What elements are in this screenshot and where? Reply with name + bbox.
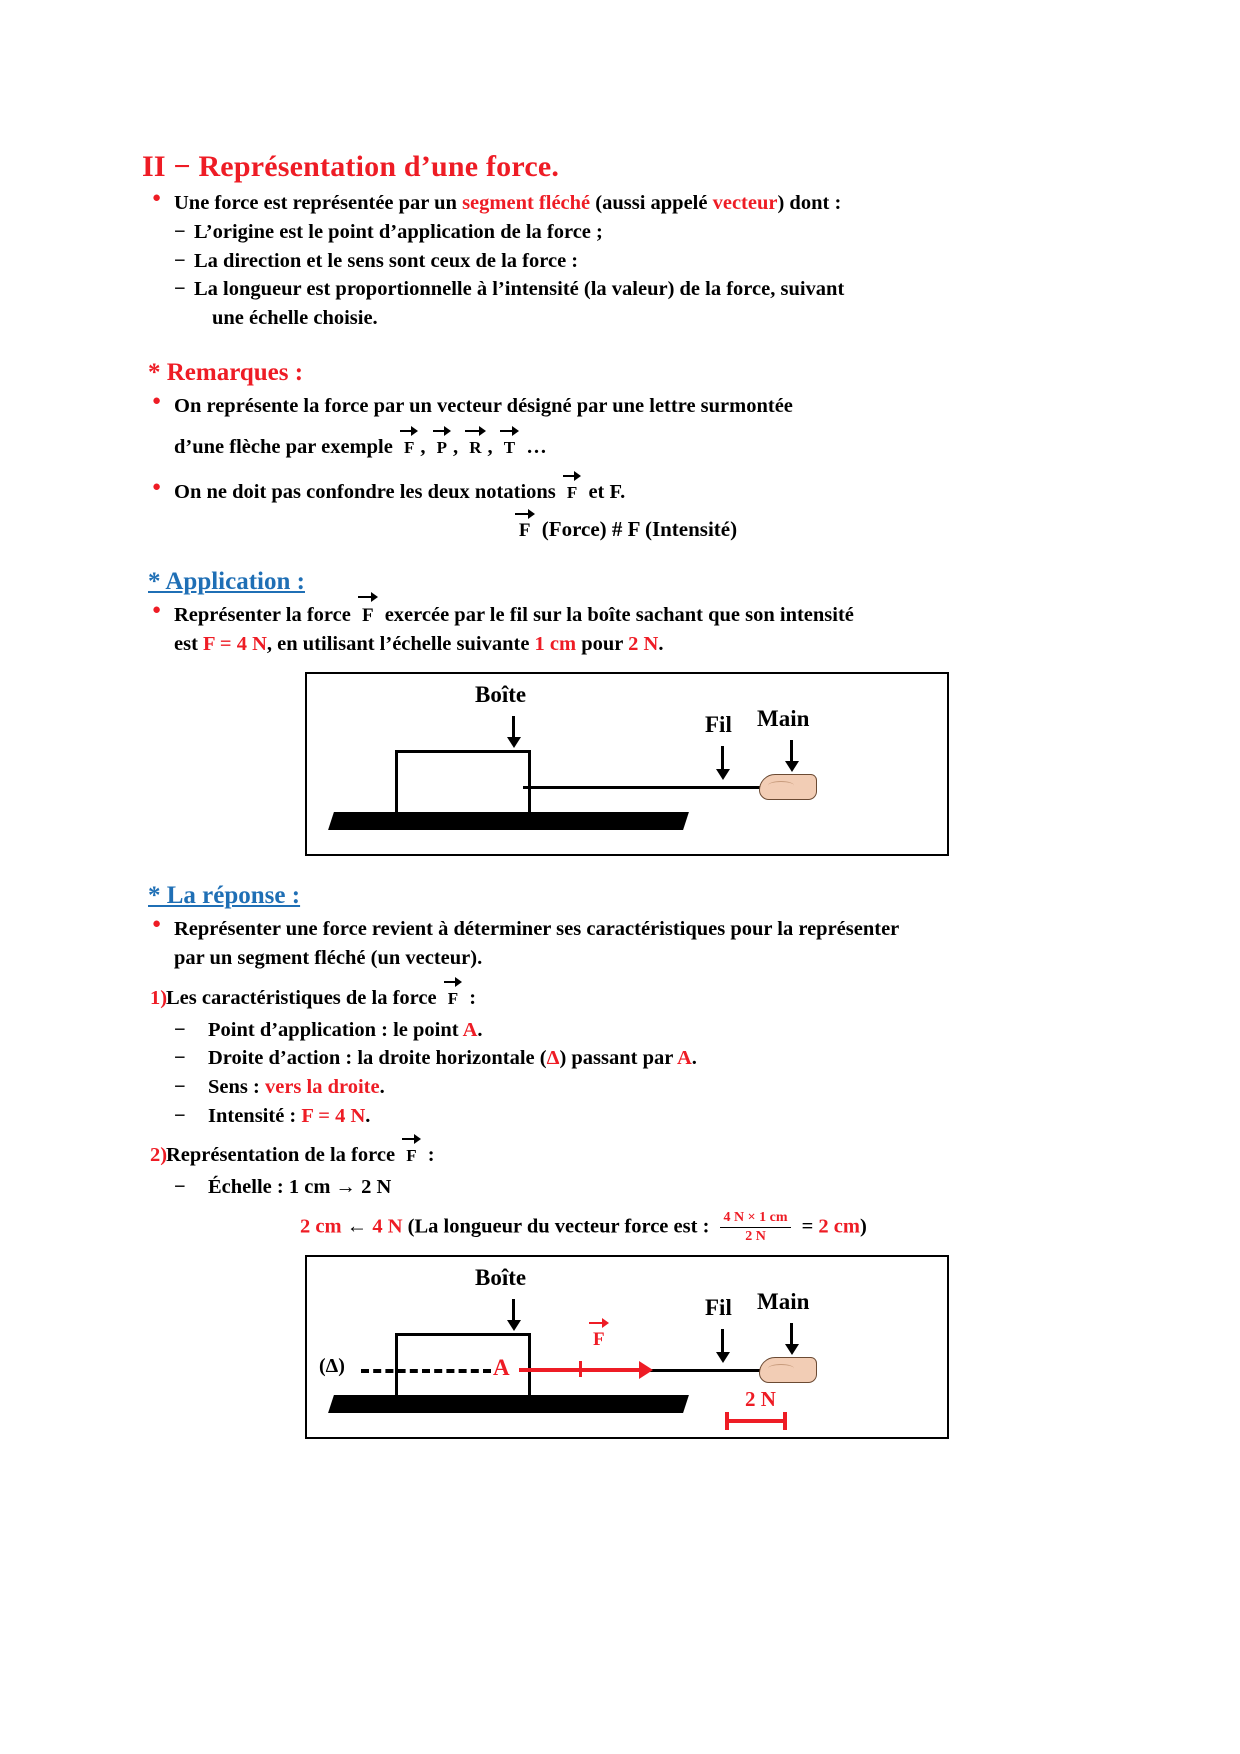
remarks-equation — [130, 517, 1120, 542]
figure2-box-shape — [395, 1333, 531, 1398]
vector-arrow-icon — [500, 425, 519, 435]
figure1-label-wire: Fil — [705, 712, 732, 738]
answer-dash-sense-value: vers la droite — [264, 1075, 380, 1098]
figure2-vector-tick — [579, 1361, 582, 1377]
application-force-value: F = 4 N — [203, 632, 267, 655]
figure2-action-line — [361, 1369, 491, 1373]
scale-equals: = — [801, 1214, 814, 1237]
answer-dash-point-tail: . — [477, 1018, 483, 1041]
intro-text-c: (aussi appelé — [590, 192, 713, 214]
scale-force: 4 N — [372, 1214, 403, 1237]
vector-f-1 — [400, 437, 418, 460]
vector-letter: F — [361, 604, 374, 626]
application-scale-cm: 1 cm — [534, 632, 577, 655]
vector-letter: F — [518, 519, 531, 541]
remarks-bullet-1-continued: d’une flèche par exemple F , P , R , T … — [130, 434, 1120, 462]
vector-arrow-icon — [444, 976, 462, 986]
figure2-label-delta: (Δ) — [319, 1354, 345, 1377]
application-title: * Application : — [148, 567, 305, 595]
application-line1-b: exercée par le fil sur la boîte sachant que son intensité — [384, 603, 854, 626]
scale-bar-left-end — [725, 1412, 729, 1430]
answer-item-1 — [130, 985, 1120, 1013]
scale-explain: (La longueur du vecteur force est : — [407, 1214, 710, 1237]
scale-close: ) — [859, 1214, 867, 1237]
answer-dash-line — [130, 1045, 1120, 1073]
figure1-label-hand: Main — [757, 706, 810, 732]
answer-dash-line-point: A — [676, 1047, 692, 1070]
application-line1-a: Représenter la force — [174, 603, 351, 626]
answer-dash-sense — [130, 1074, 1120, 1102]
answer-dash-point-label: Point d’application : le point — [208, 1018, 463, 1041]
vector-f-6 — [402, 1145, 420, 1168]
remarks-bullet-2-prefix: On ne doit pas confondre les deux notations — [174, 481, 556, 504]
vector-arrow-icon — [589, 1317, 609, 1327]
vector-arrow-icon — [402, 1133, 420, 1143]
intro-text-e: ) dont : — [777, 192, 842, 214]
answer-bullet — [130, 916, 1120, 943]
application-line2-a: est — [174, 632, 204, 655]
answer-item-1-text: Les caractéristiques de la force — [166, 986, 437, 1009]
vector-letter: F — [406, 1146, 417, 1166]
answer-dash-intensity-tail: . — [365, 1104, 371, 1127]
answer-bullet-line2: par un segment fléché (un vecteur). — [174, 947, 483, 970]
application-line2-c: pour — [576, 632, 629, 655]
answer-dash-intensity-value: F = 4 N — [301, 1104, 366, 1127]
intro-text-highlight-2: vecteur — [712, 192, 778, 214]
answer-item-1-colon: : — [469, 986, 477, 1009]
figure2-label-hand: Main — [757, 1288, 810, 1314]
vector-t — [500, 437, 519, 460]
figure2-label-box: Boîte — [475, 1264, 527, 1290]
figure2-hand-shape — [759, 1357, 817, 1383]
figure2-arrow-wire-icon — [721, 1329, 724, 1353]
vector-r — [465, 437, 485, 460]
vector-p — [433, 437, 451, 460]
fraction-numerator: 4 N × 1 cm — [720, 1210, 792, 1228]
remarks-bullet-2 — [130, 479, 1120, 506]
dash-item-1: − L’origine est le point d’application de la force ; — [130, 219, 1120, 247]
answer-bullet-line1: Représenter une force revient à déterminer ses caractéristiques pour la représenter — [174, 918, 900, 941]
vector-arrow-icon — [465, 425, 485, 435]
answer-dash-sense-tail: . — [379, 1075, 385, 1098]
scale-arrow: ← — [346, 1214, 368, 1237]
answer-item-2 — [130, 1142, 1120, 1170]
answer-dash-point — [130, 1017, 1120, 1045]
vector-letter: F — [403, 437, 415, 457]
remarks-bullet-1 — [130, 393, 1120, 420]
answer-dash-intensity-label: Intensité : — [208, 1104, 302, 1127]
figure2-arrow-box-icon — [512, 1299, 515, 1321]
application-line2 — [130, 631, 1120, 659]
figure2-label-scale: 2 N — [745, 1386, 776, 1411]
answer-dash-line-mid: ) passant par — [559, 1047, 677, 1070]
vector-f-4 — [358, 603, 378, 628]
vector-f-3 — [515, 520, 535, 542]
application-bullet — [130, 602, 1120, 629]
scale-fraction — [720, 1210, 792, 1245]
figure2-scale-bar — [725, 1419, 787, 1423]
figure1-label-box: Boîte — [475, 682, 527, 708]
vector-arrow-icon — [433, 425, 451, 435]
vector-letter: F — [593, 1328, 605, 1350]
remarks-title: * Remarques : — [148, 358, 304, 386]
remarks-equation-text: (Force) # F (Intensité) — [541, 516, 738, 541]
figure2-ground — [328, 1395, 689, 1413]
scale-bar-right-end — [783, 1412, 787, 1430]
answer-dash-line-delta: Δ — [546, 1047, 560, 1070]
figure2-arrow-hand-icon — [790, 1323, 793, 1345]
vector-arrow-icon — [515, 508, 535, 518]
dash-item-3-continued: une échelle choisie. — [212, 307, 378, 330]
vector-arrow-icon — [563, 470, 581, 480]
ellipsis: … — [526, 435, 547, 458]
remarks-bullet-2-suffix: et F. — [588, 481, 626, 504]
figure2-label-point: A — [493, 1354, 510, 1380]
answer-item-2-colon: : — [427, 1144, 435, 1167]
figure1-arrow-wire-icon — [721, 746, 724, 770]
vector-letter: P — [436, 437, 447, 457]
application-line2-d: . — [658, 632, 664, 655]
answer-title: * La réponse : — [148, 882, 301, 910]
answer-item-1-marker: 1) — [150, 986, 168, 1009]
vector-letter: F — [566, 483, 578, 503]
answer-item-2-text: Représentation de la force — [166, 1144, 396, 1167]
vector-f-2 — [563, 482, 581, 504]
figure1-box-shape — [395, 750, 531, 815]
figure2-label-wire: Fil — [705, 1294, 732, 1320]
dash-item-3: − La longueur est proportionnelle à l’intensité (la valeur) de la force, suivant — [130, 276, 1120, 304]
answer-scale-dash: − Échelle : 1 cm → 2 N — [130, 1174, 1120, 1202]
page-title: II − Représentation d’une force. — [142, 150, 560, 183]
figure1-arrow-hand-icon — [790, 740, 793, 762]
remarks-bullet-1-text: On représente la force par un vecteur désigné par une lettre surmontée — [174, 394, 793, 417]
vector-f-5 — [444, 988, 462, 1011]
remarks-example-prefix: d’une flèche par exemple — [174, 435, 393, 458]
vector-letter: F — [447, 988, 459, 1008]
intro-text-a: Une force est représentée par un — [174, 192, 463, 214]
answer-dash-sense-label: Sens : — [208, 1075, 265, 1098]
fraction-denominator: 2 N — [745, 1228, 766, 1244]
figure1-hand-shape — [759, 774, 817, 800]
intro-bullet — [130, 190, 1120, 217]
vector-f-figure — [589, 1329, 609, 1351]
vector-letter: T — [503, 437, 516, 457]
application-line2-b: , en utilisant l’échelle suivante — [266, 632, 535, 655]
figure1-ground — [328, 812, 689, 830]
answer-dash-line-label: Droite d’action : la droite horizontale ( — [208, 1047, 547, 1070]
answer-dash-line-tail: . — [691, 1047, 697, 1070]
vector-arrow-icon — [358, 591, 378, 601]
figure1-arrow-box-icon — [512, 716, 515, 738]
dash-item-2: − La direction et le sens sont ceux de la force : — [130, 248, 1120, 276]
vector-arrow-icon — [400, 425, 418, 435]
figure-force-representation — [305, 1255, 949, 1439]
application-scale-n: 2 N — [628, 632, 659, 655]
answer-dash-point-value: A — [462, 1018, 478, 1041]
intro-text-highlight-1: segment fléché — [462, 192, 591, 214]
answer-dash-intensity — [130, 1103, 1120, 1131]
vector-letter: R — [469, 437, 482, 457]
scale-result: 2 cm — [818, 1214, 860, 1237]
scale-result-left: 2 cm — [300, 1214, 342, 1237]
figure-box-on-ground — [305, 672, 949, 856]
answer-scale-computation — [130, 1210, 1120, 1245]
figure2-label-force — [587, 1325, 611, 1351]
answer-item-2-marker: 2) — [150, 1144, 168, 1167]
figure1-rope — [523, 786, 768, 789]
